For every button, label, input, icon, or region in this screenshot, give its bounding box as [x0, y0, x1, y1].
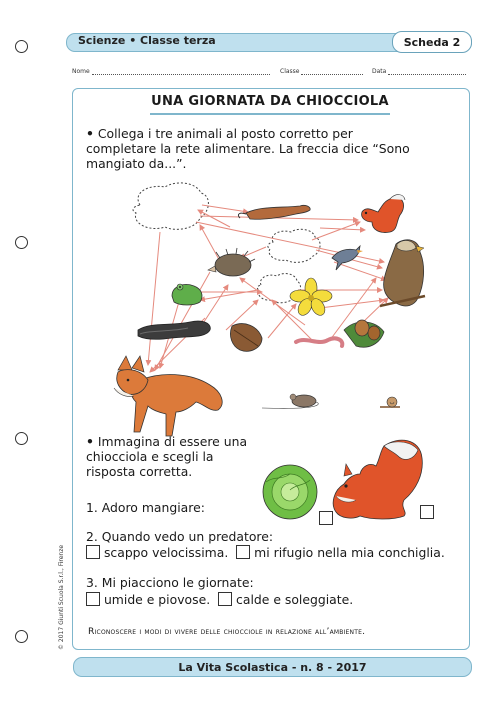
question-2-options — [86, 545, 445, 560]
weasel-icon[interactable] — [238, 205, 310, 219]
worm-icon[interactable] — [296, 338, 342, 346]
checkbox-squirrel[interactable] — [420, 505, 434, 519]
class-label: Classe — [280, 68, 300, 75]
bullet: • — [86, 434, 94, 449]
page-title: UNA GIORNATA DA CHIOCCIOLA — [151, 94, 389, 109]
footer-bar: La Vita Scolastica - n. 8 - 2017 — [73, 657, 472, 677]
squirrel-icon[interactable] — [362, 195, 405, 233]
mouse-icon[interactable] — [262, 394, 318, 408]
exercise-1-line-3: mangiato da...”. — [86, 156, 187, 171]
checkbox-option[interactable] — [218, 592, 232, 606]
copyright-notice: © 2017 Giunti Scuola S.r.l., Firenze — [58, 544, 65, 650]
fox-icon[interactable] — [114, 356, 222, 436]
checkbox-option[interactable] — [86, 592, 100, 606]
exercise-2-line-3: risposta corretta. — [86, 464, 193, 479]
question-3-options — [86, 592, 353, 607]
subject-title: Scienze • Classe terza — [78, 34, 216, 47]
exercise-2-instructions — [86, 434, 286, 479]
question-number: 3. — [86, 575, 98, 590]
checkbox-option[interactable] — [236, 545, 250, 559]
option-label: calde e soleggiate. — [236, 592, 354, 607]
name-label: Nome — [72, 68, 90, 75]
option-label: mi rifugio nella mia conchiglia. — [254, 545, 445, 560]
question-2 — [86, 529, 273, 544]
leaf-icon[interactable] — [230, 324, 262, 352]
question-3 — [86, 575, 254, 590]
exercise-2-line-1: Immagina di essere una — [97, 434, 248, 449]
question-number: 1. — [86, 500, 98, 515]
question-number: 2. — [86, 529, 98, 544]
exercise-1-line-1: Collega i tre animali al posto corretto per — [97, 126, 353, 141]
frog-icon[interactable] — [172, 284, 202, 305]
bullet: • — [86, 126, 94, 141]
question-text: Mi piacciono le giornate: — [101, 575, 254, 590]
checkbox-lettuce[interactable] — [319, 511, 333, 525]
date-label: Data — [372, 68, 387, 75]
nuts-icon[interactable] — [344, 320, 384, 347]
empty-cloud-2[interactable] — [268, 229, 320, 262]
question-text: Quando vedo un predatore: — [101, 529, 274, 544]
option-label: umide e piovose. — [103, 592, 211, 607]
learning-objective: Riconoscere i modi di vivere delle chiocciole in relazione all’ambiente. — [88, 626, 366, 637]
question-text: Adoro mangiare: — [101, 500, 205, 515]
snake-icon[interactable] — [138, 321, 210, 339]
eagle-icon[interactable] — [380, 240, 425, 306]
sheet-number: Scheda 2 — [392, 31, 472, 53]
option-label: scappo velocissima. — [103, 545, 229, 560]
exercise-2-line-2: chiocciola e scegli la — [86, 449, 214, 464]
question-1 — [86, 500, 205, 515]
snail-icon[interactable] — [380, 397, 400, 407]
exercise-1-line-2: completare la rete alimentare. La freccia dice “Sono — [86, 141, 410, 156]
squirrel-option-icon[interactable] — [333, 440, 422, 519]
checkbox-option[interactable] — [86, 545, 100, 559]
